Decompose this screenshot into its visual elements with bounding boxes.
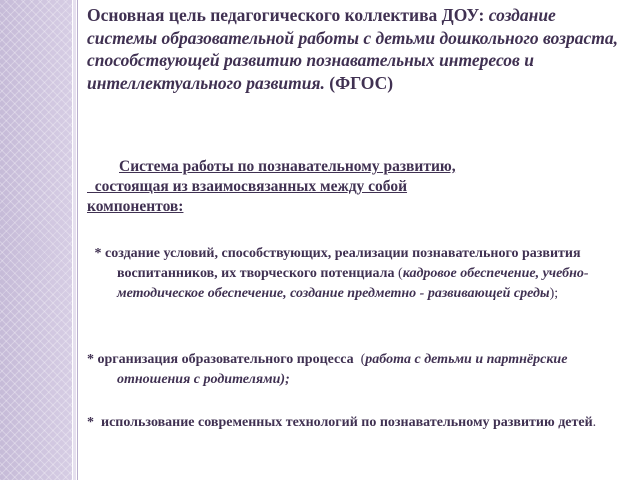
decorative-divider-line-thin: [77, 0, 78, 480]
system-heading-line-3: компонентов:: [87, 198, 184, 215]
system-heading: [87, 157, 607, 217]
goal-statement: [87, 4, 627, 94]
list-bullet: *: [87, 352, 98, 367]
list-item-details: кадровое обеспечение, учебно-методическое обеспечение, создание предметно - развивающей среды: [117, 266, 589, 301]
system-heading-line-1: Система работы по познавательному развитию,: [119, 158, 456, 175]
list-item-close-paren: );: [549, 286, 559, 301]
decorative-side-band: [0, 0, 72, 480]
list-item-details: работа с детьми и партнёрские отношения с родителями);: [117, 352, 568, 387]
goal-heading: Основная цель педагогического коллектива ДОУ:: [87, 5, 485, 25]
list-item-technologies: [87, 413, 607, 433]
list-item-period: .: [592, 415, 597, 430]
list-item-conditions: [87, 244, 607, 304]
list-item-lead: создание условий, способствующих, реализации познавательного развития воспитанников, их творческого потенциала: [105, 246, 581, 281]
list-bullet: *: [87, 415, 101, 430]
list-item-process: [87, 350, 607, 390]
goal-text: создание системы образовательной работы с детьми дошкольного возраста, способствующей развитию познавательных интересов и интеллектуального развития.: [87, 5, 618, 93]
decorative-divider-line: [73, 0, 76, 480]
list-item-open-paren: (: [360, 352, 366, 367]
list-bullet: *: [91, 246, 105, 261]
system-heading-line-2: состоящая из взаимосвязанных между собой: [87, 178, 408, 195]
list-item-open-paren: (: [394, 266, 403, 281]
list-item-lead: использование современных технологий по познавательному развитию детей: [101, 415, 593, 430]
standard-tag: (ФГОС): [324, 72, 394, 93]
list-item-lead: организация образовательного процесса: [97, 352, 361, 367]
